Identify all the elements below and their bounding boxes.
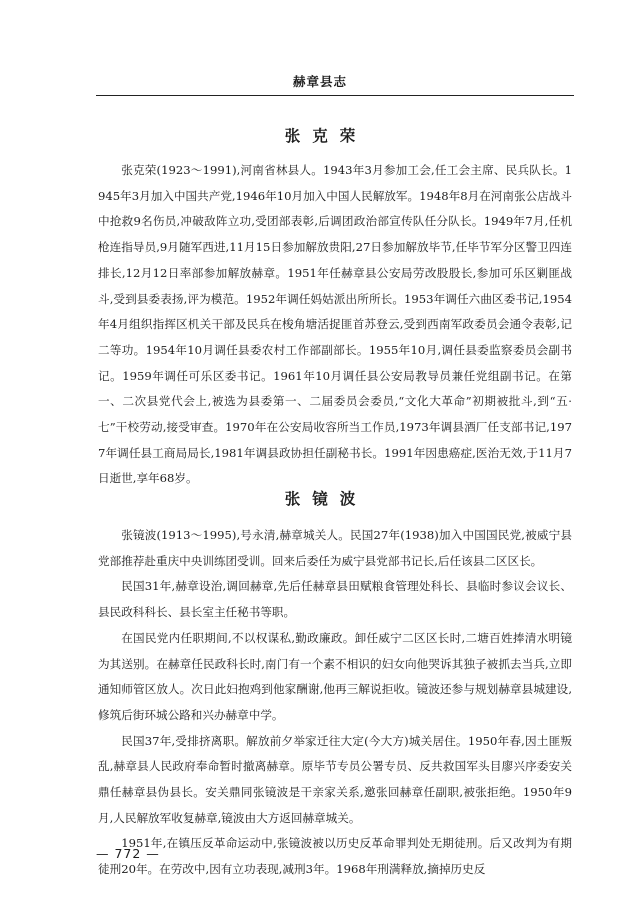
paragraph: 张克荣(1923～1991),河南省林县人。1943年3月参加工会,任工会主席、民兵队长。1945年3月加入中国共产党,1946年10月加入中国人民解放军。1948年8月在河南张公店战斗中抢救9名伤员,冲破敌阵立功,受团部表彰,后调团政治部宣传队任分队长。1949年7月,任机枪连指导员,9月随军西进,11月15日参加解放贵阳,27日参加解放毕节,任毕节军分区警卫四连排长,12月12日率部参加解放赫章。1951年任赫章县公安局劳改股股长,参加可乐区剿匪战斗,受到县委表扬,评为模范。1952年调任妈姑派出所所长。1953年调任六曲区委书记,1954年4月组织指挥区机关干部及民兵在梭角塘活捉匪首苏登云,受到西南军政委员会通令表彰,记二等功。1954年10月调任县委农村工作部副部长。1955年10月,调任县委监察委员会副书记。1959年调任可乐区委书记。1961年10月调任县公安局教导员兼任党组副书记。在第一、二次县党代会上,被选为县委第一、二届委员会委员,“文化大革命”初期被批斗,到“五·七”干校劳动,接受审查。1970年在公安局收容所当工作员,1973年调县酒厂任支部书记,1977年调任县工商局局长,1981年调县政协担任副秘书长。1991年因患癌症,医治无效,于11月7日逝世,享年68岁。 — [98, 163, 572, 486]
section-body-zhang-kerong — [98, 158, 572, 492]
section-body-zhang-jingbo — [98, 523, 572, 883]
paragraph: 1951年,在镇压反革命运动中,张镜波被以历史反革命罪判处无期徒刑。后又改判为有期徒刑20年。在劳改中,因有立功表现,减刑3年。1968年刑满释放,摘掉历史反 — [98, 836, 572, 877]
paragraph: 民国31年,赫章设治,调回赫章,先后任赫章县田赋粮食管理处科长、县临时参议会议长、县民政科科长、县长室主任秘书等职。 — [98, 579, 572, 620]
header-rule — [96, 95, 574, 96]
section-title-zhang-jingbo: 张镜波 — [284, 490, 368, 508]
running-header: 赫章县志 — [292, 74, 347, 89]
section-title-zhang-kerong: 张克荣 — [284, 127, 368, 145]
paragraph: 民国37年,受排挤离职。解放前夕举家迁往大定(今大方)城关居住。1950年春,因土匪叛乱,赫章县人民政府奉命暂时撤离赫章。原毕节专员公署专员、反共救国军头目廖兴序委安关鼎任赫章县伪县长。安关鼎同张镜波是干亲家关系,邀张回赫章任副职,被张拒绝。1950年9月,人民解放军收复赫章,镜波由大方返回赫章城关。 — [98, 733, 572, 825]
page-number: — 772 — — [96, 846, 160, 861]
paragraph: 在国民党内任职期间,不以权谋私,勤政廉政。卸任威宁二区区长时,二塘百姓捧清水明镜为其送别。在赫章任民政科长时,南门有一个素不相识的妇女向他哭诉其独子被抓去当兵,立即通知师管区放人。次日此妇抱鸡到他家酬谢,他再三解说拒收。镜波还参与规划赫章县城建设,修筑后街环城公路和兴办赫章中学。 — [98, 630, 572, 722]
paragraph: 张镜波(1913～1995),号永清,赫章城关人。民国27年(1938)加入中国国民党,被威宁县党部推荐赴重庆中央训练团受训。回来后委任为威宁县党部书记长,后任该县二区区长。 — [98, 528, 572, 568]
